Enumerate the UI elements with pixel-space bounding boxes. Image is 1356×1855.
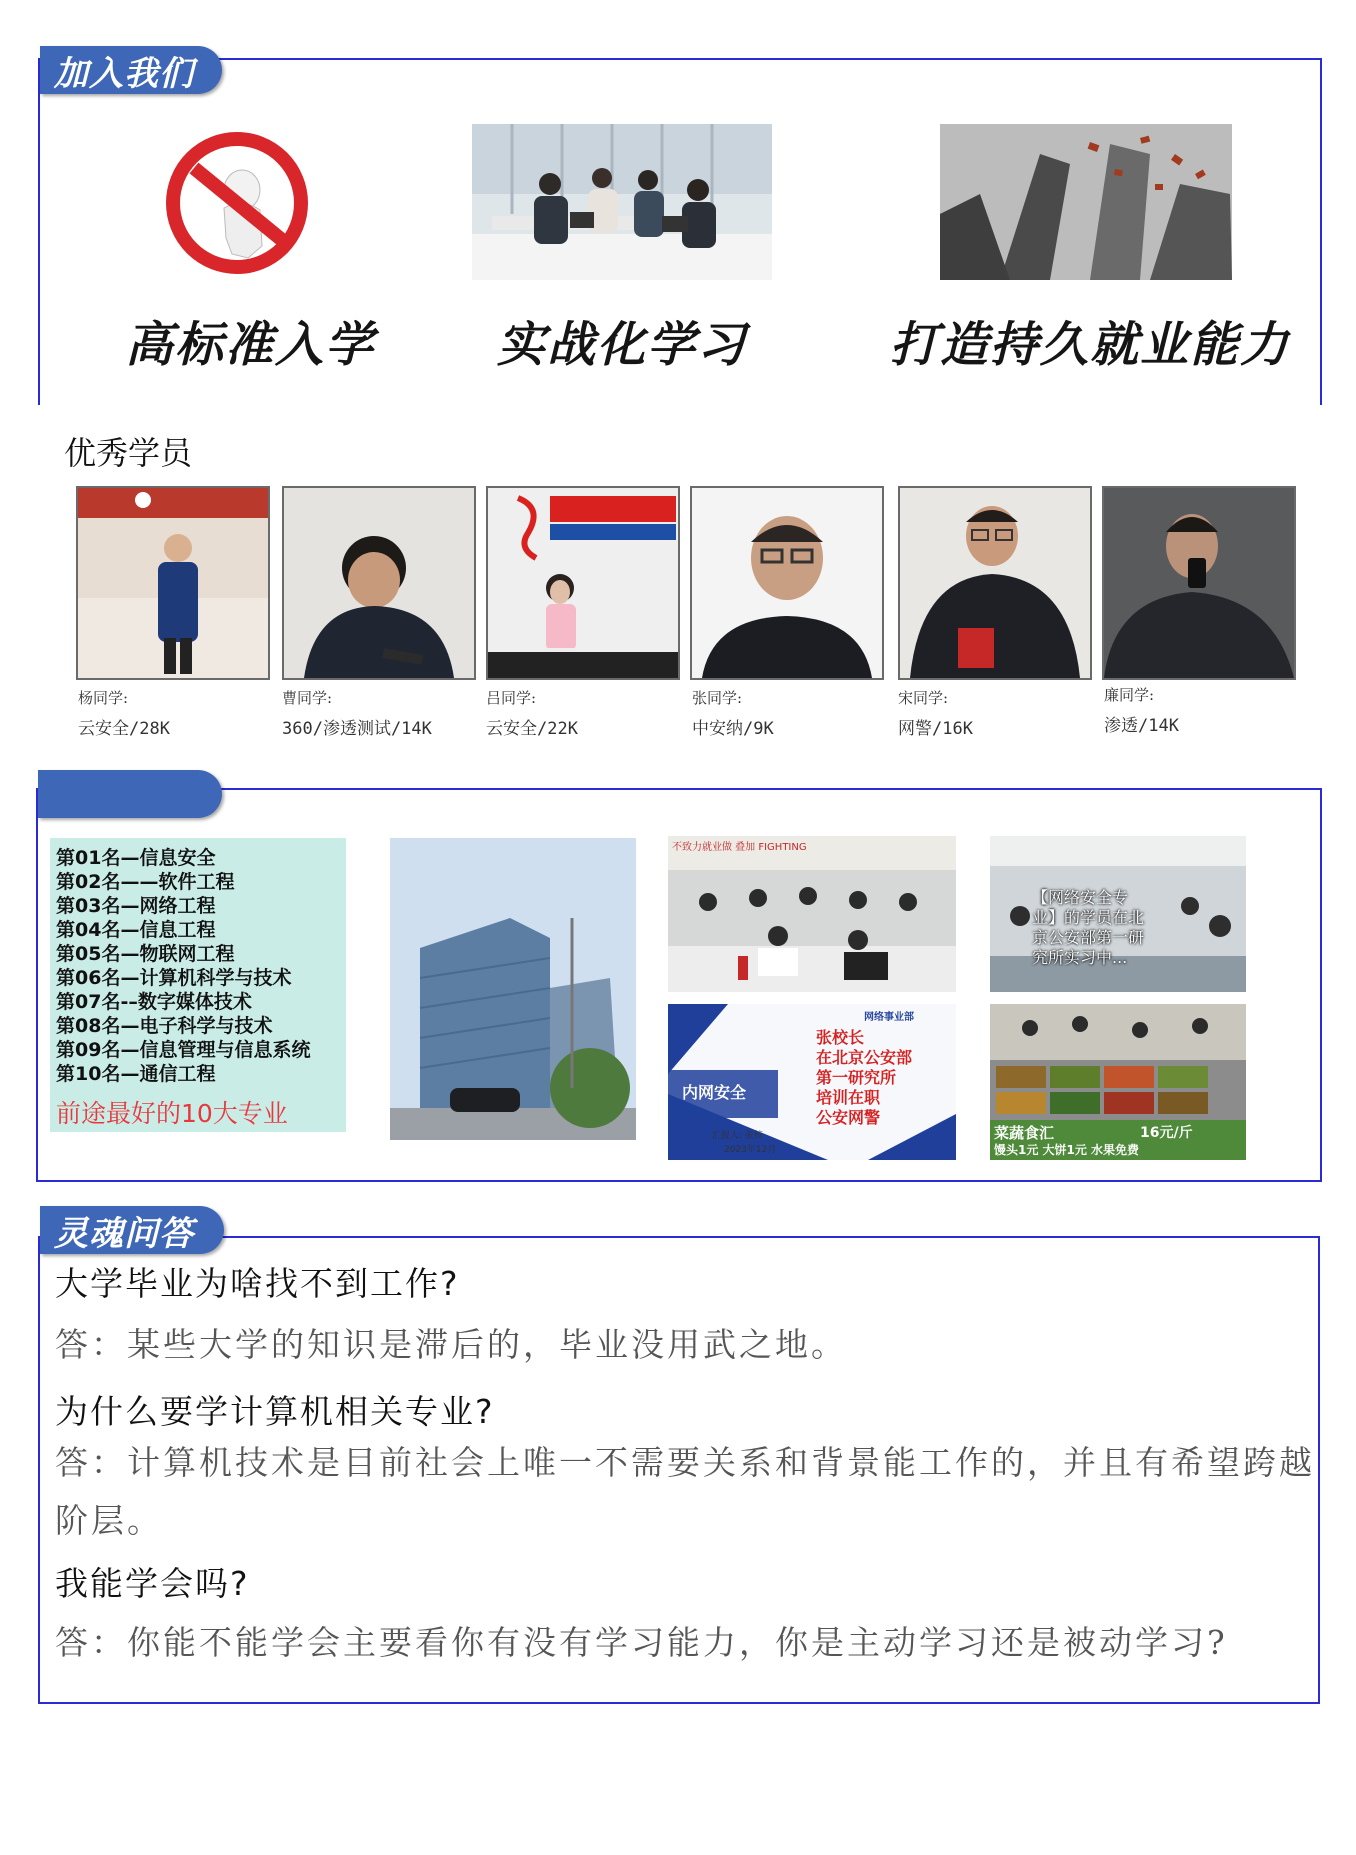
office-team-photo — [472, 124, 772, 280]
slide-date: 2023年12月 — [724, 1145, 777, 1155]
rank-item: 第04名—信息工程 — [56, 919, 216, 941]
overlay-line: 业】的学员在北 — [1032, 908, 1145, 927]
student-salary-3: 云安全/22K — [486, 719, 578, 739]
slide-reporter: 汇报人: 张校 — [712, 1131, 763, 1141]
city-skyline-photo — [940, 124, 1232, 280]
internship-photo — [990, 836, 1246, 992]
faq-question-1: 大学毕业为啥找不到工作? — [55, 1264, 460, 1303]
rank-item: 第01名—信息安全 — [56, 847, 216, 869]
rank-item: 第03名—网络工程 — [56, 895, 216, 917]
major-ranking-panel — [50, 838, 346, 1132]
majors-tab — [38, 770, 222, 818]
classroom-banner: 不致力就业做 叠加 FIGHTING — [672, 842, 807, 853]
no-entry-figure-icon — [162, 128, 312, 278]
overlay-line: 京公安部第一研 — [1032, 928, 1145, 947]
slide-red-line: 第一研究所 — [816, 1068, 897, 1087]
student-name-1: 杨同学: — [78, 689, 129, 707]
rank-item: 第10名—通信工程 — [56, 1063, 216, 1085]
students-heading: 优秀学员 — [64, 434, 193, 472]
student-photo — [690, 486, 884, 680]
rank-item: 第06名—计算机科学与技术 — [56, 967, 292, 989]
feature-label-1: 高标准入学 — [124, 317, 375, 373]
join-tab-label: 加入我们 — [54, 53, 194, 94]
internship-overlay-text — [1032, 888, 1144, 968]
overlay-line: 究所实习中... — [1032, 948, 1128, 967]
majors-tagline: 前途最好的10大专业 — [56, 1099, 288, 1128]
faq-tab — [40, 1206, 224, 1254]
feature-label-2: 实战化学习 — [496, 317, 747, 373]
student-photo — [486, 486, 680, 680]
faq-answer-2: 答：计算机技术是目前社会上唯一不需要关系和背景能工作的，并且有希望跨越阶层。 — [55, 1443, 1315, 1540]
faq-question-2: 为什么要学计算机相关专业? — [55, 1392, 495, 1431]
faq-answer-1: 答：某些大学的知识是滞后的，毕业没用武之地。 — [55, 1325, 847, 1364]
student-salary-2: 360/渗透测试/14K — [282, 719, 432, 739]
presentation-slide — [668, 1004, 956, 1160]
canteen-sign-2: 馒头1元 大饼1元 水果免费 — [994, 1143, 1140, 1157]
faq-tab-label: 灵魂问答 — [54, 1213, 194, 1254]
slide-red-line: 在北京公安部 — [816, 1048, 913, 1067]
slide-logo: 网络事业部 — [864, 1012, 914, 1023]
student-salary-5: 网警/16K — [898, 719, 973, 739]
faq-question-3: 我能学会吗? — [55, 1564, 250, 1603]
student-name-3: 吕同学: — [486, 689, 537, 707]
student-salary-4: 中安纳/9K — [692, 719, 774, 739]
slide-title: 内网安全 — [682, 1083, 747, 1102]
slide-red-line: 培训在职 — [816, 1088, 881, 1107]
canteen-sign: 菜蔬食汇 — [994, 1124, 1055, 1142]
student-photo — [1102, 486, 1296, 680]
student-name-2: 曹同学: — [282, 689, 333, 707]
student-name-6: 廉同学: — [1104, 686, 1155, 704]
feature-label-3: 打造持久就业能力 — [890, 317, 1291, 373]
rank-item: 第05名—物联网工程 — [56, 943, 235, 965]
student-photo — [282, 486, 476, 680]
canteen-price: 16元/斤 — [1140, 1125, 1193, 1141]
slide-highlight-text — [816, 1028, 912, 1128]
student-photo — [898, 486, 1092, 680]
rank-item: 第07名-–数字媒体技术 — [56, 991, 252, 1013]
student-salary-6: 渗透/14K — [1104, 716, 1179, 736]
student-name-5: 宋同学: — [898, 689, 949, 707]
rank-item: 第02名——软件工程 — [56, 871, 235, 893]
faq-answer-3: 答：你能不能学会主要看你有没有学习能力，你是主动学习还是被动学习? — [55, 1623, 1228, 1662]
student-salary-1: 云安全/28K — [78, 719, 170, 739]
canteen-photo — [990, 1004, 1246, 1160]
slide-red-line: 公安网警 — [816, 1108, 881, 1127]
student-photo — [76, 486, 270, 680]
classroom-photo — [668, 836, 956, 992]
student-name-4: 张同学: — [692, 689, 743, 707]
campus-building-photo — [390, 838, 636, 1140]
rank-item: 第08名—电子科学与技术 — [56, 1015, 273, 1037]
slide-red-line: 张校长 — [816, 1028, 865, 1047]
rank-item: 第09名—信息管理与信息系统 — [56, 1039, 311, 1061]
join-tab — [40, 46, 222, 94]
overlay-line: 【网络安全专 — [1032, 888, 1129, 907]
